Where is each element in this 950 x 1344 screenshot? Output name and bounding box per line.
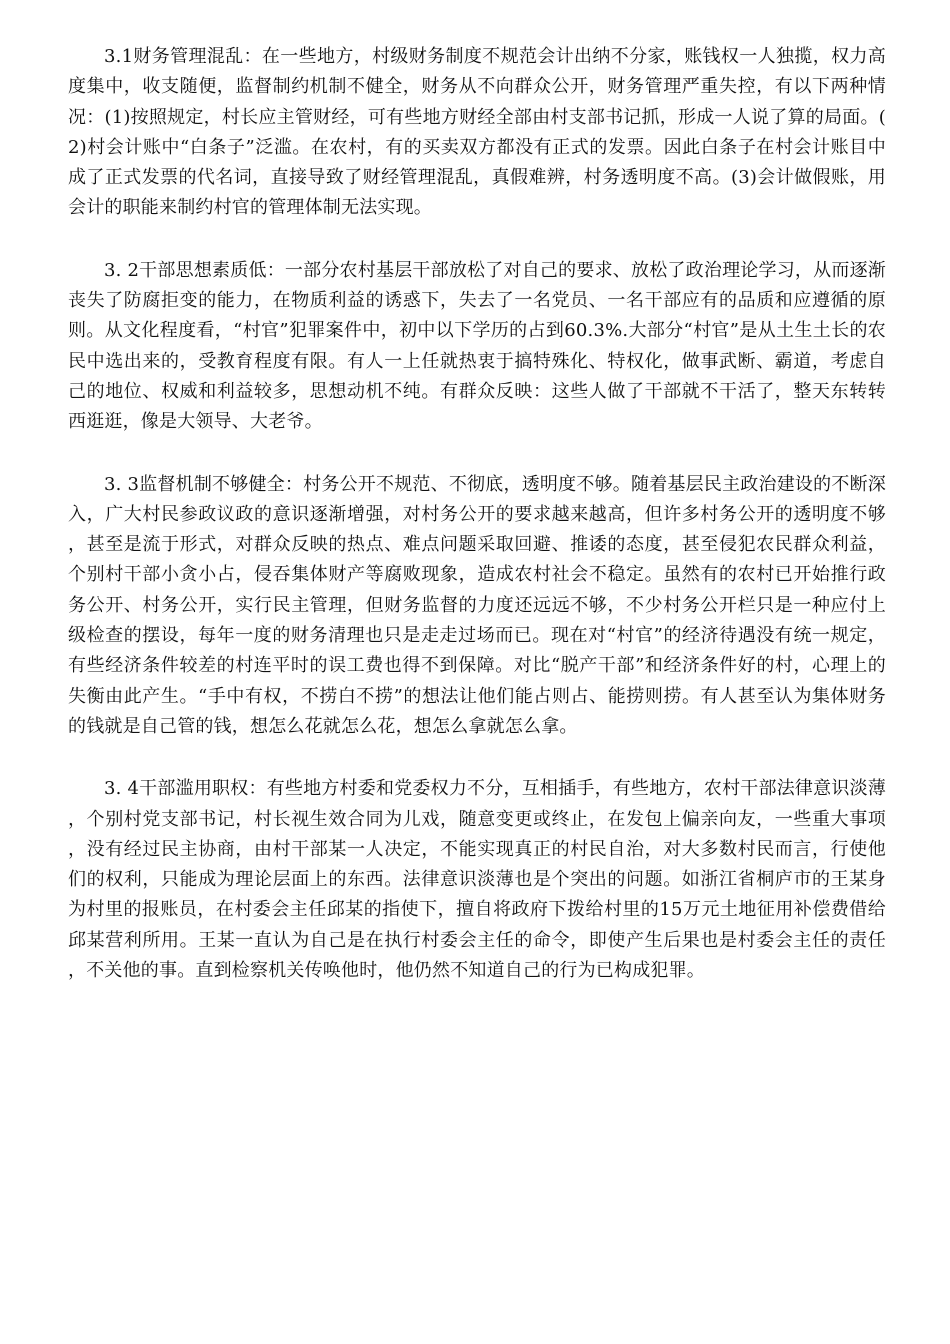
- paragraph-3-3-supervision-mechanism: 3. 3监督机制不够健全：村务公开不规范、不彻底，透明度不够。随着基层民主政治建设的不断深入，广大村民参政议政的意识逐渐增强，对村务公开的要求越来越高，但许多村务公开的透明度不够，甚至是流于形式，对群众反映的热点、难点问题采取回避、推诿的态度，甚至侵犯农民群众利益，个别村干部小贪小占，侵吞集体财产等腐败现象，造成农村社会不稳定。虽然有的农村已开始推行政务公开、村务公开，实行民主管理，但财务监督的力度还远远不够，不少村务公开栏只是一种应付上级检查的摆设，每年一度的财务清理也只是走走过场而已。现在对“村官”的经济待遇没有统一规定，有些经济条件较差的村连平时的误工费也得不到保障。对比“脱产干部”和经济条件好的村，心理上的失衡由此产生。“手中有权，不捞白不捞”的想法让他们能占则占、能捞则捞。有人甚至认为集体财务的钱就是自己管的钱，想怎么花就怎么花，想怎么拿就怎么拿。: [68, 473, 886, 737]
- document-page: [68, 42, 886, 1018]
- paragraph-3-1-financial-management: 3.1财务管理混乱：在一些地方，村级财务制度不规范会计出纳不分家，账钱权一人独揽，权力高度集中，收支随便，监督制约机制不健全，财务从不向群众公开，财务管理严重失控，有以下两种情况：(1)按照规定，村长应主管财经，可有些地方财经全部由村支部书记抓，形成一人说了算的局面。(2)村会计账中“白条子”泛滥。在农村，有的买卖双方都没有正式的发票。因此白条子在村会计账目中成了正式发票的代名词，直接导致了财经管理混乱，真假难辨，村务透明度不高。(3)会计做假账，用会计的职能来制约村官的管理体制无法实现。: [68, 46, 886, 219]
- paragraph-3-2-cadre-quality: 3. 2干部思想素质低：一部分农村基层干部放松了对自己的要求、放松了政治理论学习，从而逐渐丧失了防腐拒变的能力，在物质利益的诱惑下，失去了一名党员、一名干部应有的品质和应遵循的原则。从文化程度看，“村官”犯罪案件中，初中以下学历的占到60.3%.大部分“村官”是从土生土长的农民中选出来的，受教育程度有限。有人一上任就热衷于搞特殊化、特权化，做事武断、霸道，考虑自己的地位、权威和利益较多，思想动机不纯。有群众反映：这些人做了干部就不干活了，整天东转转西逛逛，像是大领导、大老爷。: [68, 259, 886, 433]
- paragraph-3-4-abuse-of-power: 3. 4干部滥用职权：有些地方村委和党委权力不分，互相插手，有些地方，农村干部法律意识淡薄，个别村党支部书记，村长视生效合同为儿戏，随意变更或终止，在发包上偏亲向友，一些重大事项，没有经过民主协商，由村干部某一人决定，不能实现真正的村民自治，对大多数村民而言，行使他们的权利，只能成为理论层面上的东西。法律意识淡薄也是个突出的问题。如浙江省桐庐市的王某身为村里的报账员，在村委会主任邱某的指使下，擅自将政府下拨给村里的15万元土地征用补偿费借给邱某营利所用。王某一直认为自己是在执行村委会主任的命令，即使产生后果也是村委会主任的责任，不关他的事。直到检察机关传唤他时，他仍然不知道自己的行为已构成犯罪。: [68, 778, 886, 982]
